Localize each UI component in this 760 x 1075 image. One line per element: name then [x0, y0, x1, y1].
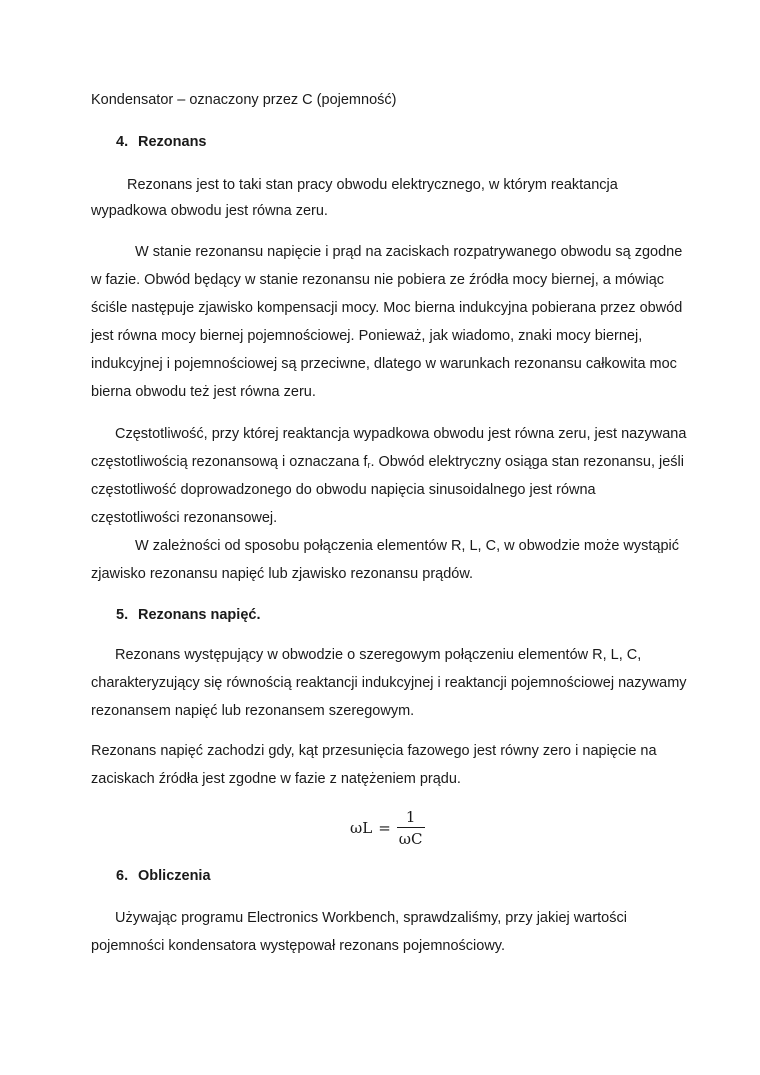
s4-p2-line-1: W stanie rezonansu napięcie i prąd na zaciskach rozpatrywanego obwodu są zgodne — [135, 244, 683, 260]
intro-line: Kondensator – oznaczony przez C (pojemność) — [91, 92, 397, 108]
section-4-title: Rezonans — [138, 134, 207, 150]
section-4-heading — [116, 132, 207, 152]
s4-p4-line-1: W zależności od sposobu połączenia elementów R, L, C, w obwodzie może wystąpić — [135, 538, 680, 554]
s5-p2-line-2: zaciskach źródła jest zgodne w fazie z natężeniem prądu. — [91, 771, 461, 787]
s4-p2-line-6: bierna obwodu też jest równa zeru. — [91, 384, 316, 400]
formula-equals: = — [378, 819, 391, 837]
formula-lhs: ωL — [350, 819, 373, 837]
s4-p3-line-1: Częstotliwość, przy której reaktancja wypadkowa obwodu jest równa zeru, jest nazywana — [115, 426, 687, 442]
s4-p3-line-4: częstotliwości rezonansowej. — [91, 510, 278, 526]
s4-p2-line-2: w fazie. Obwód będący w stanie rezonansu nie pobiera ze źródła mocy biernej, a mówiąc — [91, 272, 665, 288]
s6-p1-line-1: Używając programu Electronics Workbench, sprawdzaliśmy, przy jakiej wartości — [115, 910, 627, 926]
s4-p1-line-2: wypadkowa obwodu jest równa zeru. — [91, 203, 328, 219]
section-6-title: Obliczenia — [138, 868, 211, 884]
s4-p2-line-4: jest równa mocy biernej pojemnościowej. Ponieważ, jak wiadomo, znaki mocy biernej, — [91, 328, 643, 344]
s4-p3-line-2-rest: . Obwód elektryczny osiąga stan rezonansu, jeśli — [370, 454, 684, 470]
formula-numerator: 1 — [405, 808, 416, 826]
section-6-heading — [116, 866, 211, 886]
s4-p3-line-3: częstotliwość doprowadzonego do obwodu napięcia sinusoidalnego jest równa — [91, 482, 596, 498]
section-5-heading — [116, 605, 260, 625]
s4-p3-line-2 — [91, 452, 684, 475]
s5-p1-line-2: charakteryzujący się równością reaktancji indukcyjnej i reaktancji pojemnościowej nazywamy — [91, 675, 687, 691]
formula-fraction — [397, 808, 425, 848]
formula-denominator: ωC — [397, 827, 425, 848]
resonance-formula — [350, 808, 425, 848]
section-5-number: 5. — [116, 607, 129, 623]
s6-p1-line-2: pojemności kondensatora występował rezonans pojemnościowy. — [91, 938, 506, 954]
s4-p4-line-2: zjawisko rezonansu napięć lub zjawisko rezonansu prądów. — [91, 566, 474, 582]
section-5-title: Rezonans napięć. — [138, 607, 261, 623]
s4-p2-line-3: ściśle następuje zjawisko kompensacji mocy. Moc bierna indukcyjna pobierana przez obwód — [91, 300, 683, 316]
s4-p2-line-5: indukcyjnej i pojemnościowej są przeciwne, dlatego w warunkach rezonansu całkowita moc — [91, 356, 677, 372]
frequency-subscript: r — [367, 460, 371, 470]
s5-p1-line-1: Rezonans występujący w obwodzie o szeregowym połączeniu elementów R, L, C, — [115, 647, 642, 663]
s5-p1-line-3: rezonansem napięć lub rezonansem szeregowym. — [91, 703, 415, 719]
s5-p2-line-1: Rezonans napięć zachodzi gdy, kąt przesunięcia fazowego jest równy zero i napięcie na — [91, 743, 657, 759]
s4-p1-line-1: Rezonans jest to taki stan pracy obwodu elektrycznego, w którym reaktancja — [127, 177, 618, 193]
section-4-number: 4. — [116, 134, 129, 150]
section-6-number: 6. — [116, 868, 129, 884]
s4-p3-line-2-text: częstotliwością rezonansową i oznaczana f — [91, 454, 368, 470]
